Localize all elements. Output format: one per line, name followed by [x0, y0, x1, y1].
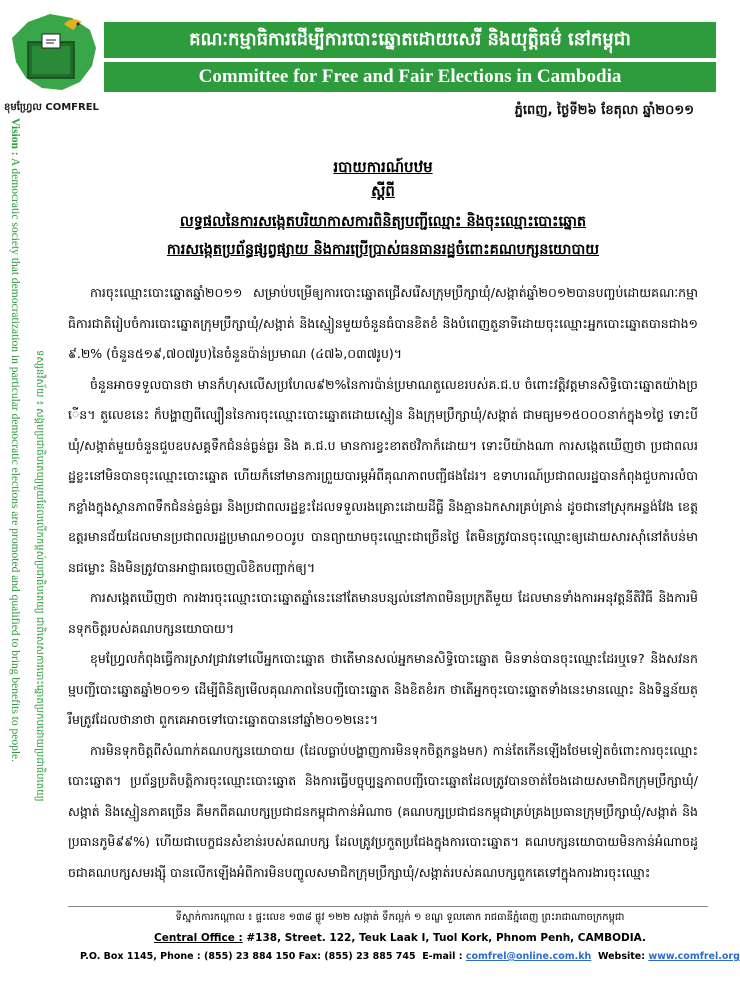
footer-address-khmer: ទីស្នាក់ការកណ្តាល ៖ ផ្ទះលេខ ១៣៨ ផ្លូវ ១២២ សង្កាត់ ទឹកល្អក់ ១ ខណ្ឌ ទួលគោក រាជធានីភ្នំពេញ ព្រះរាជាណាចក្រកម្ពុជា [175, 912, 625, 923]
footer-contact [80, 951, 740, 962]
website-label: Website: [597, 951, 646, 962]
org-name-english: Committee for Free and Fair Elections in Cambodia [104, 62, 716, 92]
report-topic-line-2: ការសង្កេតប្រព័ន្ធផ្សព្វផ្សាយ និងការប្រើប្រាស់ធនធានរដ្ឋចំពោះគណបក្សនយោបាយ [166, 242, 600, 258]
vision-label: Vision : [9, 118, 21, 156]
footer-central-office [90, 932, 710, 944]
report-subtitle: ស្តីពី [371, 182, 395, 200]
vision-sidebar-khmer [30, 350, 48, 802]
central-office-label: Central Office : [154, 932, 243, 944]
paragraph: ការចុះឈ្មោះបោះឆ្នោតឆ្នាំ២០១១ សម្រាប់បម្រើឲ្យការបោះឆ្នោតជ្រើសរើសក្រុមប្រឹក្សាឃុំ/សង្កាត់ឆ្នាំ២០១២បានបញ្ចប់ដោយគណៈកម្មាធិការជាតិរៀបចំការបោះឆ្នោតក្រុមប្រឹក្សាឃុំ/សង្កាត់ និងស្មៀនមួយចំនួនធំបានខិតខំ និងបំពេញតួនាទីដោយចុះឈ្មោះអ្នកបោះឆ្នោតបានជាង១៩.២% (ចំនួន៥១៩,៧០៧រូប)នៃចំនួនប៉ាន់ប្រមាណ (៤៧៦,០៣៧រូប)។ [68, 285, 698, 361]
central-office-address: #138, Street. 122, Teuk Laak I, Tuol Kork, Phnom Penh, CAMBODIA. [246, 932, 646, 944]
report-body [68, 150, 698, 888]
vision-text: A democratic society that democratization in particular democratic elections are promoted and qualified to bring benefits to people. [9, 157, 21, 763]
comfrel-ballot-box-logo [6, 4, 102, 100]
report-title: របាយការណ៍បឋម [333, 158, 433, 176]
email-link[interactable]: comfrel@online.com.kh [465, 951, 592, 962]
document-date: ភ្នំពេញ, ថ្ងៃទី២៦ ខែតុលា ឆ្នាំ២០១១ [514, 103, 694, 118]
paragraph: ការមិនទុកចិត្តពីសំណាក់គណបក្សនយោបាយ (ដែលធ្លាប់បង្ហាញការមិនទុកចិត្តកន្លងមក) កាន់តែកើនឡើងថែមទៀតចំពោះការចុះឈ្មោះបោះឆ្នោត។ ប្រព័ន្ធប្រតិបត្តិការចុះឈ្មោះបោះឆ្នោត និងការធ្វើបច្ចុប្បន្នភាពបញ្ជីបោះឆ្នោតដែលត្រូវបានចាត់ចែងដោយសមាជិកក្រុមប្រឹក្សាឃុំ/សង្កាត់ និងស្មៀនភាគច្រើន គឺមកពីគណបក្សប្រជាជនកម្ពុជាកាន់អំណាច (គណបក្សប្រជាជនកម្ពុជាគ្រប់គ្រងប្រធានក្រុមប្រឹក្សាឃុំ/សង្កាត់ និងប្រធានភូមិ៩៩%) ហើយជាបេក្ខជនសំខាន់របស់គណបក្ស ដែលត្រូវប្រកួតប្រជែងក្នុងការបោះឆ្នោត។ គណបក្សនយោបាយមិនកាន់អំណាចដូចជាគណបក្សសមរង្ស៊ី បានលើកឡើងអំពីការមិនបញ្ចូលសមាជិកក្រុមប្រឹក្សាឃុំ/សង្កាត់របស់គណបក្សពួកគេទៅក្នុងការងារចុះឈ្មោះ [68, 742, 698, 880]
logo-caption: ខុមហ្វ្រែល COMFREL [4, 102, 99, 113]
po-box-phone-fax: P.O. Box 1145, Phone : (855) 23 884 150 Fax: (855) 23 885 745 [80, 951, 416, 962]
report-topic-line-1: លទ្ធផលនៃការសង្កេតបរិយាកាសការពិនិត្យបញ្ជីឈ្មោះ និងចុះឈ្មោះបោះឆ្នោត [179, 214, 587, 230]
email-label: E-mail : [422, 951, 463, 962]
website-link[interactable]: www.comfrel.org [648, 951, 740, 962]
org-name-khmer: គណៈកម្មាធិការដើម្បីការបោះឆ្នោតដោយសេរី និងយុត្តិធម៌ នៅកម្ពុជា [104, 22, 716, 58]
letterhead [0, 0, 720, 118]
vision-sidebar [4, 118, 26, 903]
paragraph: ចំនួនអាចទទួលបានថា មានក៏ហុសលើសប្រហែល៩២%នៃការប៉ាន់ប្រមាណតួលេខរបស់គ.ជ.ប ចំពោះវត្តិវត្តមានសិទ្ធិបោះឆ្នោតយ៉ាងច្រើន។ តួលេខនេះ ក៏បង្ហាញពីល្បឿននៃការចុះឈ្មោះបោះឆ្នោតដោយស្មៀន និងក្រុមប្រឹក្សាឃុំ/សង្កាត់ ជាមធ្យម១៥០០០នាក់ក្នុង១ថ្ងៃ ទោះបីឃុំ/សង្កាត់មួយចំនួនជួបឧបសគ្គទឹកជំនន់ធ្ងន់ធ្ងរ និង គ.ជ.ប មានការខ្វះខាតថវិកាក៏ដោយ។ ទោះបីយ៉ាងណា ការសង្កេតឃើញថា ប្រជាពលរដ្ឋខ្លះនៅមិនបានចុះឈ្មោះបោះឆ្នោត ហើយក៏នៅមានការព្រួយបារម្ភអំពីគុណភាពបញ្ជីផងដែរ។ ឧទាហរណ៍ប្រជាពលរដ្ឋបានកំពុងជួបការលំបាកខ្លាំងក្នុងស្ថានភាពទឹកជំនន់ធ្ងន់ធ្ងរ និងប្រជាពលរដ្ឋខ្លះដែលទទួលរងគ្រោះដោយដីធ្លី និងគ្មានឯកសារគ្រប់គ្រាន់ ដូចជានៅស្រុកអន្លង់វែង ខេត្តឧត្តរមានជ័យដែលមានប្រជាពលរដ្ឋប្រមាណ១០០រូប បានព្យាយាមចុះឈ្មោះជាច្រើនថ្ងៃ តែមិនត្រូវបានចុះឈ្មោះឲ្យដោយសារស៊ាំនៅតំបន់មានជម្លោះ និងមិនត្រូវបានអាជ្ញាធរចេញលិខិតបញ្ជាក់ឲ្យ។ [68, 376, 698, 575]
vision-text-khmer: ទស្សនវិស័យ ៖ សង្គមប្រជាធិបតេយ្យមួយដែលលើកកម្ពស់ប្រជាធិបតេយ្យ ជាពិសេសការបោះឆ្នោតប្រកបដោយប្រជាធិបតេយ្យ [34, 350, 45, 802]
paragraph: ការសង្កេតឃើញថា ការងារចុះឈ្មោះបោះឆ្នោតឆ្នាំនេះនៅតែមានបន្សល់នៅភាពមិនប្រក្រតីមួយ ដែលមានទាំងការអនុវត្តនីតិវិធី និងការមិនទុកចិត្តរបស់គណបក្សនយោបាយ។ [68, 590, 698, 636]
footer-divider [68, 906, 708, 907]
paragraph: ខុមហ្វ្រែលកំពុងធ្វើការស្រាវជ្រាវទៅលើអ្នកបោះឆ្នោត ថាតើមានសល់អ្នកមានសិទ្ធិបោះឆ្នោត មិនទាន់បានចុះឈ្មោះដែរឬទេ? និងសវនកម្មបញ្ជីបោះឆ្នោតឆ្នាំ២០១១ ដើម្បីពិនិត្យមើលគុណភាពនៃបញ្ជីបោះឆ្នោត និងខិតខំរក ថាតើអ្នកចុះបោះឆ្នោតទាំងនេះមានឈ្មោះ និងទិន្នន័យត្រឹមត្រូវដែលថានាថា ពួកគេអាចទៅបោះឆ្នោតបាននៅឆ្នាំ២០១២នេះ។ [68, 651, 698, 727]
